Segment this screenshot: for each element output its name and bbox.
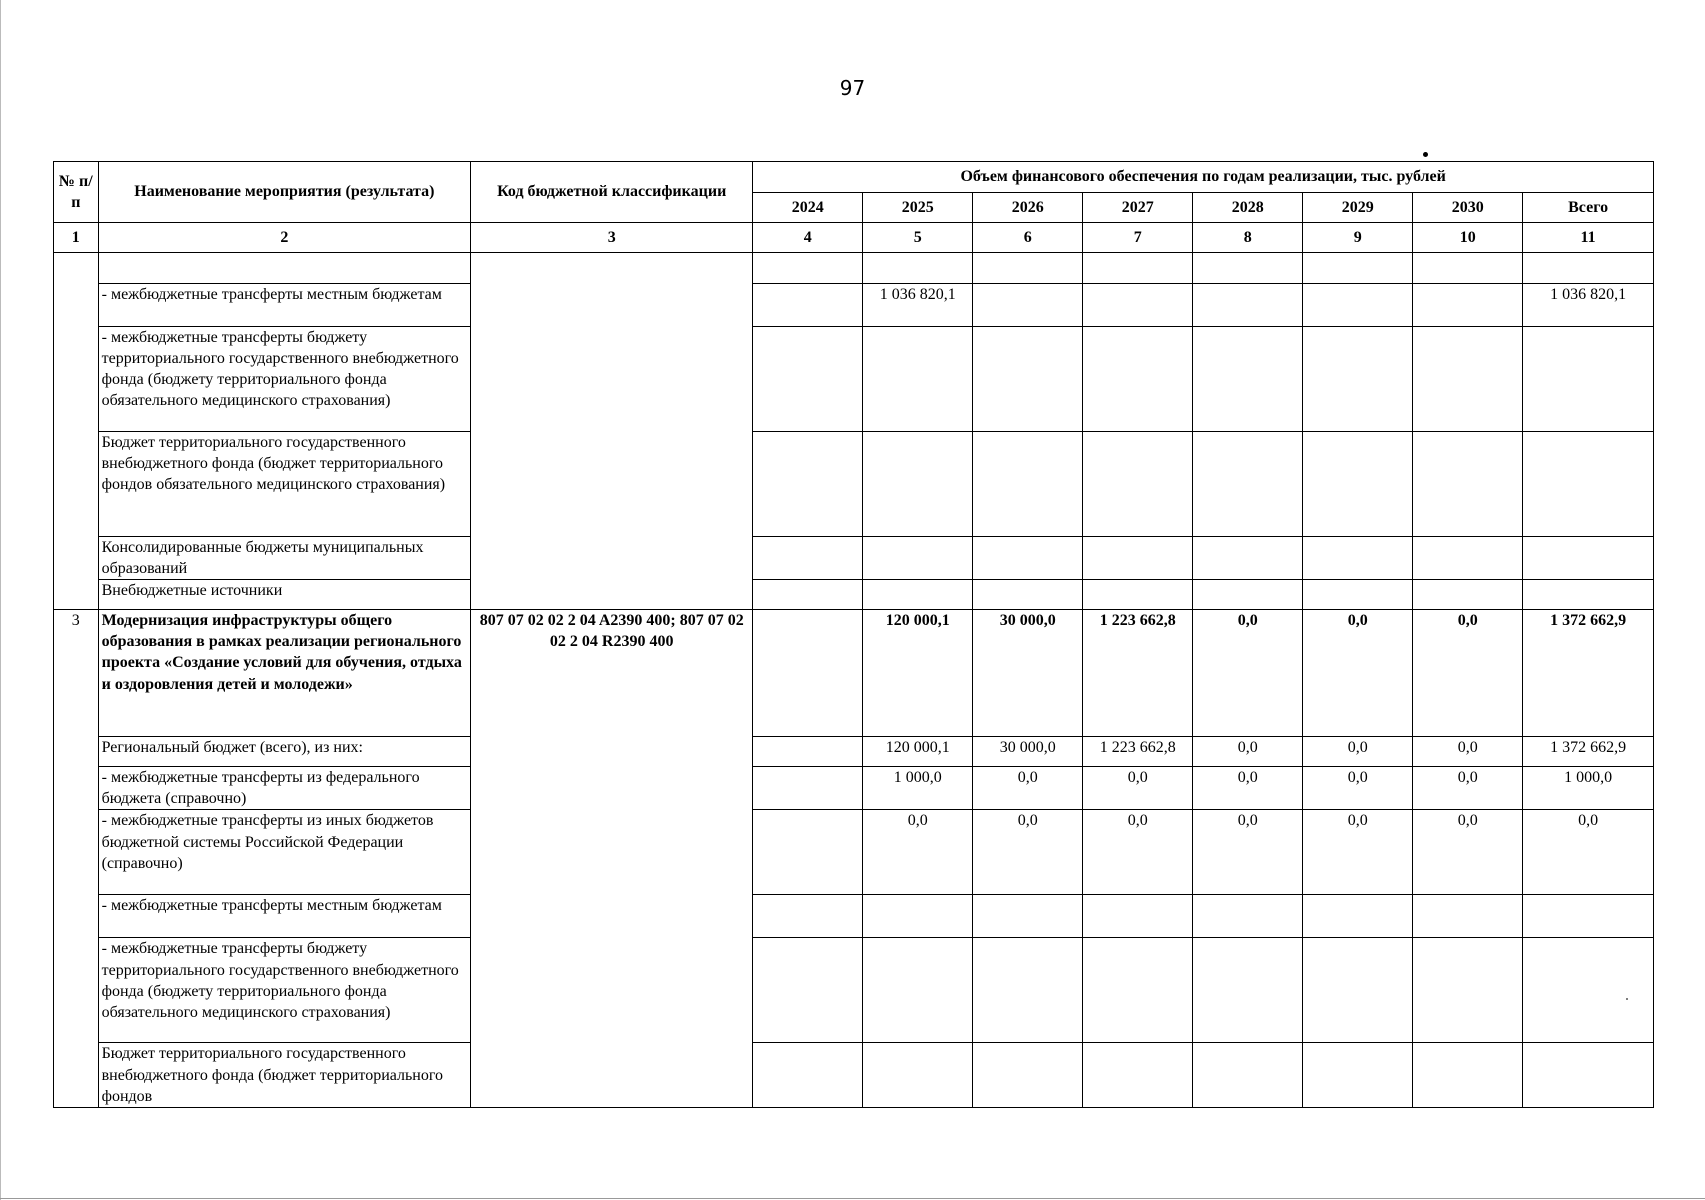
value-cell bbox=[1193, 1043, 1303, 1107]
value-cell bbox=[1523, 580, 1654, 610]
value-cell bbox=[753, 327, 863, 432]
value-cell: 0,0 bbox=[1303, 810, 1413, 895]
value-cell bbox=[753, 938, 863, 1043]
value-cell bbox=[1193, 253, 1303, 284]
table-row bbox=[54, 810, 1654, 895]
value-cell bbox=[1523, 327, 1654, 432]
value-cell bbox=[1413, 580, 1523, 610]
value-cell bbox=[863, 580, 973, 610]
value-cell bbox=[863, 253, 973, 284]
row-name: Бюджет территориального государственного внебюджетного фонда (бюджет территориального фондов bbox=[98, 1043, 470, 1107]
value-cell bbox=[1303, 938, 1413, 1043]
column-number: 1 bbox=[54, 223, 99, 253]
value-cell bbox=[1083, 537, 1193, 580]
row-name: - межбюджетные трансферты местным бюджетам bbox=[98, 895, 470, 938]
value-cell bbox=[1193, 327, 1303, 432]
budget-table bbox=[53, 161, 1654, 1108]
value-cell: 0,0 bbox=[973, 767, 1083, 810]
scan-dot-mark bbox=[1423, 152, 1428, 157]
header-year: 2025 bbox=[863, 193, 973, 223]
value-cell bbox=[1413, 432, 1523, 537]
value-cell: 0,0 bbox=[1083, 810, 1193, 895]
value-cell: 0,0 bbox=[1193, 610, 1303, 737]
value-cell bbox=[973, 580, 1083, 610]
code-cell bbox=[471, 253, 753, 610]
value-cell: 1 372 662,9 bbox=[1523, 737, 1654, 767]
value-cell bbox=[1523, 1043, 1654, 1107]
value-cell bbox=[973, 327, 1083, 432]
value-cell bbox=[1303, 432, 1413, 537]
header-year: 2028 bbox=[1193, 193, 1303, 223]
value-cell bbox=[1303, 895, 1413, 938]
table-row bbox=[54, 327, 1654, 432]
value-cell bbox=[973, 432, 1083, 537]
row-name: - межбюджетные трансферты бюджету территориального государственного внебюджетного фонда (бюджету территориального фонда обязательного медицинского страхования) bbox=[98, 327, 470, 432]
header-total: Всего bbox=[1523, 193, 1654, 223]
value-cell: 1 372 662,9 bbox=[1523, 610, 1654, 737]
value-cell bbox=[753, 737, 863, 767]
table-row bbox=[54, 938, 1654, 1043]
value-cell: 0,0 bbox=[1193, 767, 1303, 810]
row-name: - межбюджетные трансферты из иных бюджетов бюджетной системы Российской Федерации (справочно) bbox=[98, 810, 470, 895]
value-cell bbox=[1303, 253, 1413, 284]
row-name: - межбюджетные трансферты местным бюджетам bbox=[98, 284, 470, 327]
budget-code: 807 07 02 02 2 04 A2390 400; 807 07 02 02 2 04 R2390 400 bbox=[471, 610, 753, 1108]
row-name: Бюджет территориального государственного внебюджетного фонда (бюджет территориального фондов обязательного медицинского страхования) bbox=[98, 432, 470, 537]
value-cell bbox=[973, 284, 1083, 327]
value-cell bbox=[1303, 1043, 1413, 1107]
value-cell: 0,0 bbox=[1413, 737, 1523, 767]
header-code: Код бюджетной классификации bbox=[471, 162, 753, 223]
value-cell bbox=[753, 284, 863, 327]
page-number: 97 bbox=[839, 76, 866, 100]
table-row bbox=[54, 284, 1654, 327]
value-cell bbox=[1413, 327, 1523, 432]
scan-left-edge bbox=[0, 0, 1, 1200]
column-number: 7 bbox=[1083, 223, 1193, 253]
value-cell bbox=[753, 767, 863, 810]
row-name: Внебюджетные источники bbox=[98, 580, 470, 610]
table-row bbox=[54, 610, 1654, 737]
value-cell bbox=[1193, 537, 1303, 580]
value-cell bbox=[1193, 580, 1303, 610]
value-cell: 1 000,0 bbox=[863, 767, 973, 810]
header-number: № п/п bbox=[54, 162, 99, 223]
value-cell bbox=[1083, 432, 1193, 537]
scan-bottom-edge bbox=[0, 1198, 1705, 1199]
column-number: 9 bbox=[1303, 223, 1413, 253]
column-number: 6 bbox=[973, 223, 1083, 253]
row-name: - межбюджетные трансферты бюджету территориального государственного внебюджетного фонда (бюджету территориального фонда обязательного медицинского страхования) bbox=[98, 938, 470, 1043]
value-cell: 1 000,0 bbox=[1523, 767, 1654, 810]
row-name: - межбюджетные трансферты из федерального бюджета (справочно) bbox=[98, 767, 470, 810]
value-cell: 30 000,0 bbox=[973, 610, 1083, 737]
value-cell: 0,0 bbox=[1303, 737, 1413, 767]
value-cell bbox=[1083, 327, 1193, 432]
value-cell bbox=[973, 537, 1083, 580]
value-cell bbox=[1083, 284, 1193, 327]
value-cell bbox=[1193, 938, 1303, 1043]
column-number: 5 bbox=[863, 223, 973, 253]
column-number: 11 bbox=[1523, 223, 1654, 253]
value-cell bbox=[1413, 1043, 1523, 1107]
value-cell bbox=[753, 610, 863, 737]
value-cell bbox=[973, 1043, 1083, 1107]
value-cell bbox=[863, 895, 973, 938]
value-cell: 0,0 bbox=[1413, 767, 1523, 810]
value-cell bbox=[1083, 938, 1193, 1043]
value-cell: 1 223 662,8 bbox=[1083, 737, 1193, 767]
value-cell bbox=[1303, 580, 1413, 610]
value-cell bbox=[1083, 253, 1193, 284]
column-number: 3 bbox=[471, 223, 753, 253]
value-cell bbox=[1413, 938, 1523, 1043]
value-cell: 0,0 bbox=[1303, 767, 1413, 810]
value-cell bbox=[1193, 432, 1303, 537]
value-cell bbox=[1413, 284, 1523, 327]
value-cell bbox=[1523, 938, 1654, 1043]
column-number: 8 bbox=[1193, 223, 1303, 253]
value-cell: 30 000,0 bbox=[973, 737, 1083, 767]
value-cell bbox=[863, 327, 973, 432]
value-cell bbox=[973, 895, 1083, 938]
value-cell: 0,0 bbox=[1193, 737, 1303, 767]
value-cell bbox=[1083, 580, 1193, 610]
value-cell bbox=[1523, 895, 1654, 938]
table-row bbox=[54, 737, 1654, 767]
value-cell bbox=[753, 895, 863, 938]
column-number: 2 bbox=[98, 223, 470, 253]
value-cell bbox=[753, 432, 863, 537]
header-year: 2024 bbox=[753, 193, 863, 223]
value-cell: 0,0 bbox=[973, 810, 1083, 895]
value-cell bbox=[863, 1043, 973, 1107]
value-cell bbox=[1523, 537, 1654, 580]
value-cell bbox=[1193, 895, 1303, 938]
value-cell: 0,0 bbox=[1413, 610, 1523, 737]
value-cell bbox=[1083, 895, 1193, 938]
table-row bbox=[54, 767, 1654, 810]
value-cell bbox=[1193, 284, 1303, 327]
value-cell: 0,0 bbox=[1413, 810, 1523, 895]
value-cell: 0,0 bbox=[1193, 810, 1303, 895]
value-cell bbox=[1303, 537, 1413, 580]
table-row bbox=[54, 432, 1654, 537]
value-cell bbox=[753, 253, 863, 284]
header-name: Наименование мероприятия (результата) bbox=[98, 162, 470, 223]
value-cell: 120 000,1 bbox=[863, 737, 973, 767]
row-number-cell: 3 bbox=[54, 610, 99, 1108]
value-cell bbox=[1303, 327, 1413, 432]
value-cell: 0,0 bbox=[1083, 767, 1193, 810]
value-cell: 120 000,1 bbox=[863, 610, 973, 737]
value-cell bbox=[1413, 253, 1523, 284]
value-cell: 0,0 bbox=[863, 810, 973, 895]
header-year: 2030 bbox=[1413, 193, 1523, 223]
header-volume: Объем финансового обеспечения по годам реализации, тыс. рублей bbox=[753, 162, 1654, 193]
row-name: Консолидированные бюджеты муниципальных образований bbox=[98, 537, 470, 580]
value-cell bbox=[753, 537, 863, 580]
value-cell: 0,0 bbox=[1303, 610, 1413, 737]
value-cell bbox=[1303, 284, 1413, 327]
value-cell bbox=[753, 580, 863, 610]
row-name: Региональный бюджет (всего), из них: bbox=[98, 737, 470, 767]
table-row bbox=[54, 895, 1654, 938]
header-year: 2029 bbox=[1303, 193, 1413, 223]
value-cell bbox=[1413, 895, 1523, 938]
event-name: Модернизация инфраструктуры общего образования в рамках реализации регионального проекта «Создание условий для обучения, отдыха и оздоровления детей и молодежи» bbox=[98, 610, 470, 737]
value-cell: 1 036 820,1 bbox=[1523, 284, 1654, 327]
value-cell bbox=[973, 938, 1083, 1043]
row-number-cell bbox=[54, 253, 99, 610]
header-year: 2027 bbox=[1083, 193, 1193, 223]
header-year: 2026 bbox=[973, 193, 1083, 223]
value-cell: 0,0 bbox=[1523, 810, 1654, 895]
value-cell bbox=[863, 432, 973, 537]
value-cell bbox=[1523, 432, 1654, 537]
column-number: 10 bbox=[1413, 223, 1523, 253]
value-cell: 1 036 820,1 bbox=[863, 284, 973, 327]
value-cell bbox=[973, 253, 1083, 284]
value-cell bbox=[863, 938, 973, 1043]
column-number: 4 bbox=[753, 223, 863, 253]
table-row bbox=[54, 580, 1654, 610]
table-row bbox=[54, 1043, 1654, 1107]
value-cell: 1 223 662,8 bbox=[1083, 610, 1193, 737]
value-cell bbox=[863, 537, 973, 580]
header-row-column-numbers bbox=[54, 223, 1654, 253]
table-row bbox=[54, 253, 1654, 284]
value-cell bbox=[1083, 1043, 1193, 1107]
value-cell bbox=[753, 1043, 863, 1107]
header-row-1 bbox=[54, 162, 1654, 193]
row-name bbox=[98, 253, 470, 284]
value-cell bbox=[1413, 537, 1523, 580]
table-row bbox=[54, 537, 1654, 580]
value-cell bbox=[753, 810, 863, 895]
value-cell bbox=[1523, 253, 1654, 284]
